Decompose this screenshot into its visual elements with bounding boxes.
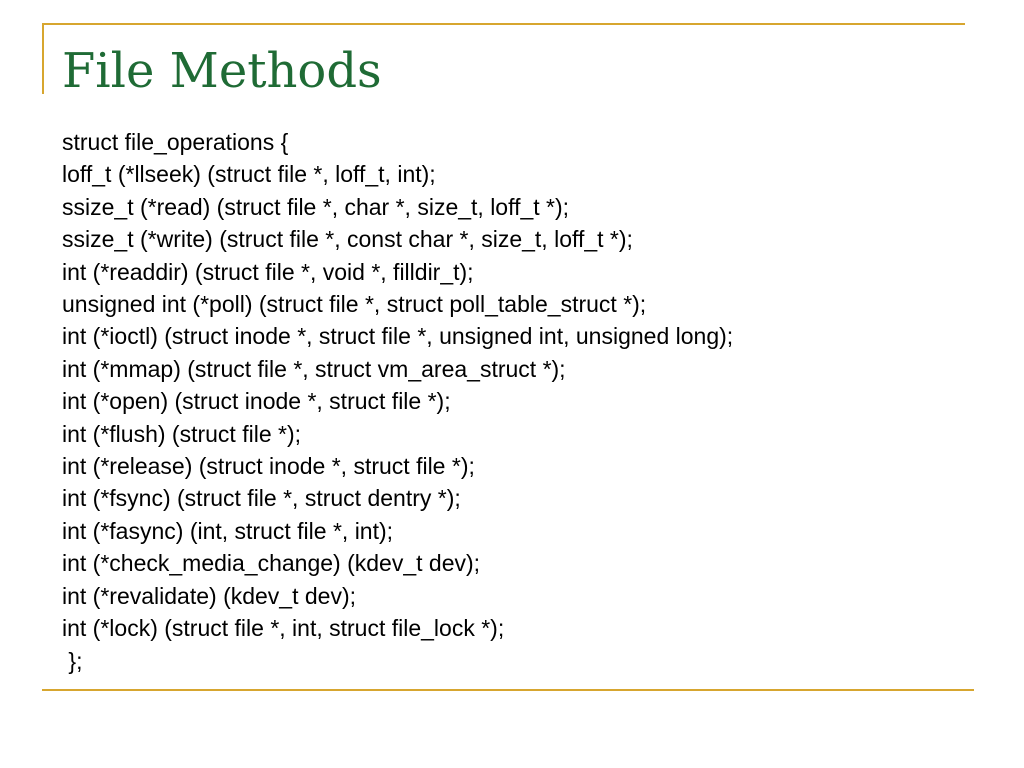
- code-line: int (*ioctl) (struct inode *, struct file *, unsigned int, unsigned long);: [62, 323, 734, 350]
- code-line: int (*flush) (struct file *);: [62, 420, 301, 447]
- code-line: int (*open) (struct inode *, struct file *);: [62, 388, 451, 415]
- code-line: int (*lock) (struct file *, int, struct file_lock *);: [62, 615, 505, 642]
- slide-title: File Methods: [62, 43, 382, 99]
- code-line: };: [62, 647, 83, 674]
- code-listing: [62, 126, 992, 677]
- code-line: struct file_operations {: [62, 129, 289, 155]
- code-line: ssize_t (*write) (struct file *, const char *, size_t, loff_t *);: [62, 226, 633, 253]
- code-line: int (*mmap) (struct file *, struct vm_area_struct *);: [62, 355, 566, 382]
- code-line: int (*check_media_change) (kdev_t dev);: [62, 550, 481, 577]
- code-line: int (*fsync) (struct file *, struct dentry *);: [62, 485, 461, 512]
- title-bracket-top-rule: [42, 23, 965, 25]
- code-line: unsigned int (*poll) (struct file *, struct poll_table_struct *);: [62, 291, 647, 318]
- code-line: int (*readdir) (struct file *, void *, filldir_t);: [62, 258, 474, 285]
- footer-rule: [42, 689, 974, 691]
- code-line: int (*release) (struct inode *, struct file *);: [62, 453, 475, 480]
- code-line: loff_t (*llseek) (struct file *, loff_t, int);: [62, 161, 436, 188]
- code-line: ssize_t (*read) (struct file *, char *, size_t, loff_t *);: [62, 193, 570, 220]
- code-line: int (*fasync) (int, struct file *, int);: [62, 517, 394, 544]
- code-line: int (*revalidate) (kdev_t dev);: [62, 582, 357, 609]
- title-bracket-left-rule: [42, 23, 44, 94]
